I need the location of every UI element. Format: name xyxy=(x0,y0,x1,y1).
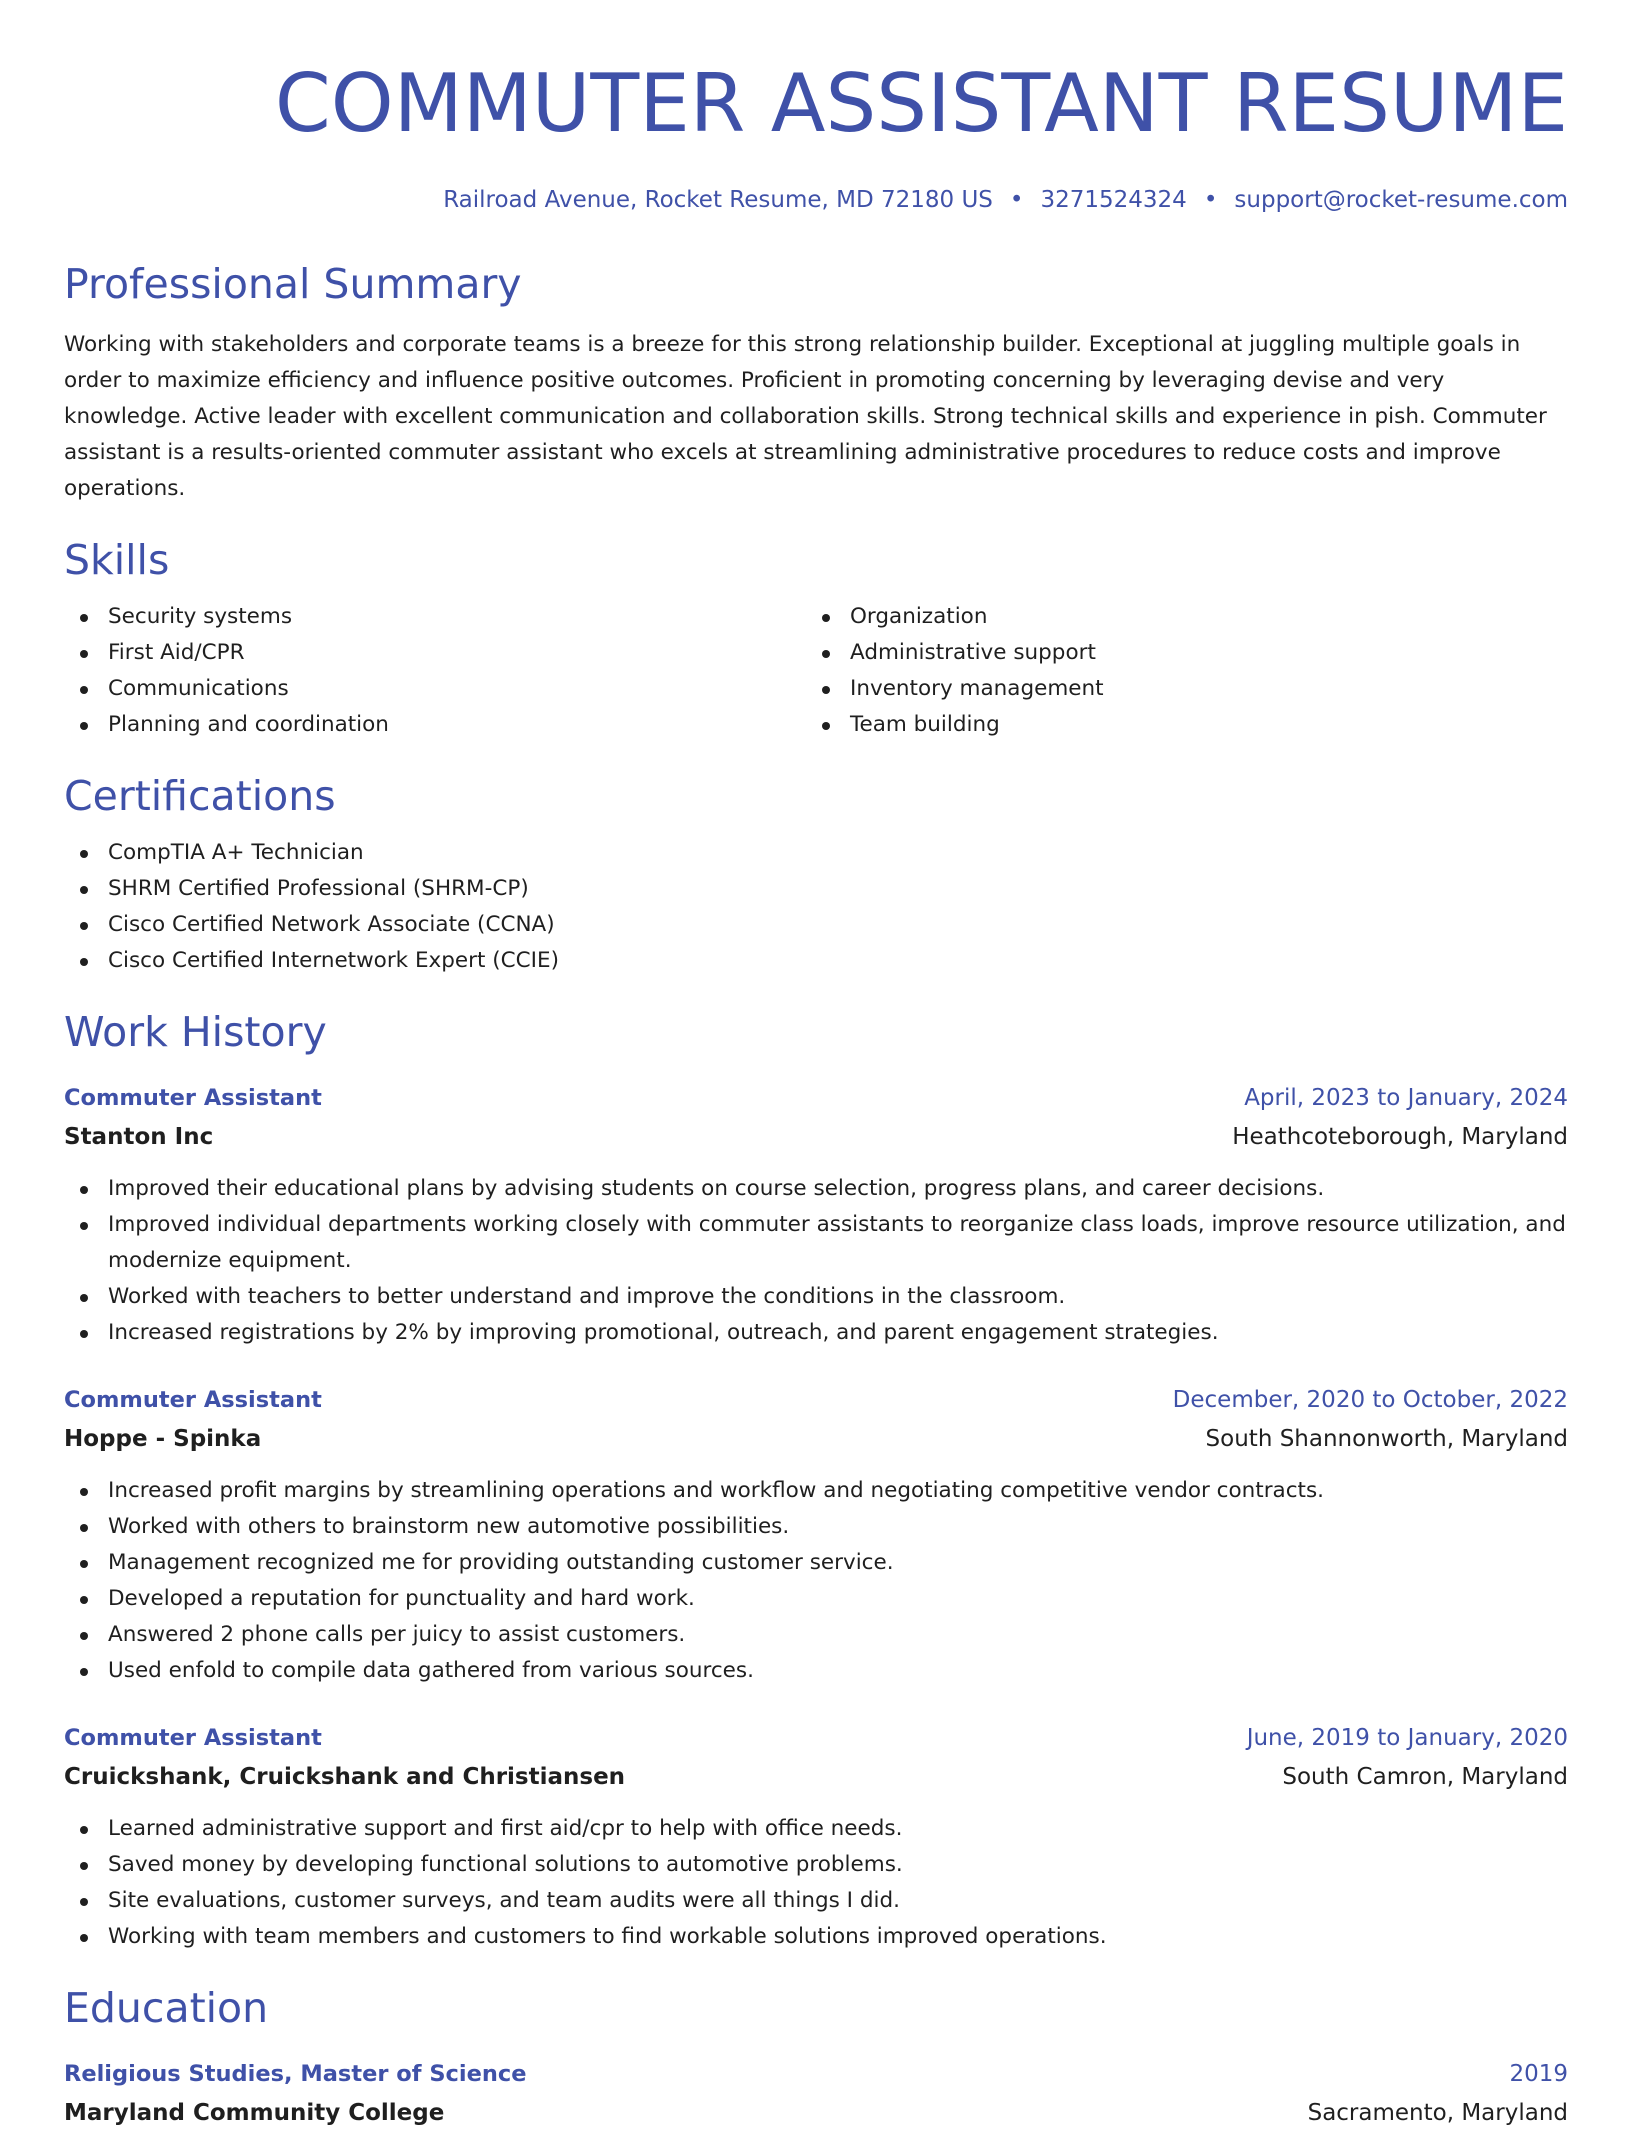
education-header-row xyxy=(64,2055,1568,2093)
job-company-row xyxy=(64,1419,1568,1459)
job-bullet: Improved individual departments working closely with commuter assistants to reorganize class loads, improve resource utilization, and modernize equipment. xyxy=(64,1207,1568,1279)
skill-item: Administrative support xyxy=(806,635,1548,671)
contact-separator: • xyxy=(1009,187,1024,213)
job-bullet-list xyxy=(64,1811,1568,1955)
skill-item: Organization xyxy=(806,599,1548,635)
contact-address: Railroad Avenue, Rocket Resume, MD 72180 US xyxy=(443,187,993,213)
certifications-heading: Certifications xyxy=(64,772,336,820)
job-location: South Camron, Maryland xyxy=(1282,1764,1568,1790)
skill-item: Team building xyxy=(806,707,1548,743)
job-bullet: Used enfold to compile data gathered from various sources. xyxy=(64,1653,1568,1689)
job-entry xyxy=(64,1381,1568,1689)
job-role: Commuter Assistant xyxy=(64,1387,322,1413)
job-bullet: Site evaluations, customer surveys, and team audits were all things I did. xyxy=(64,1883,1568,1919)
skill-item: Planning and coordination xyxy=(64,707,806,743)
job-company-row xyxy=(64,1117,1568,1157)
job-bullet: Developed a reputation for punctuality and hard work. xyxy=(64,1581,1568,1617)
job-company: Hoppe - Spinka xyxy=(64,1426,262,1452)
job-dates: December, 2020 to October, 2022 xyxy=(1172,1387,1568,1413)
job-company: Stanton Inc xyxy=(64,1124,214,1150)
skill-item: Inventory management xyxy=(806,671,1548,707)
job-entry xyxy=(64,1719,1568,1955)
job-bullet: Management recognized me for providing outstanding customer service. xyxy=(64,1545,1568,1581)
job-bullet: Worked with teachers to better understand and improve the conditions in the classroom. xyxy=(64,1279,1568,1315)
certifications-list xyxy=(64,835,1568,979)
education-degree: Religious Studies, Master of Science xyxy=(64,2061,527,2087)
certification-item: Cisco Certified Network Associate (CCNA) xyxy=(64,907,1568,943)
skills-column-left xyxy=(64,599,806,743)
certification-item: Cisco Certified Internetwork Expert (CCIE) xyxy=(64,943,1568,979)
education-heading: Education xyxy=(64,1984,269,2032)
job-company: Cruickshank, Cruickshank and Christiansen xyxy=(64,1764,626,1790)
education-school: Maryland Community College xyxy=(64,2100,445,2126)
education-year: 2019 xyxy=(1509,2061,1568,2087)
skills-column-right xyxy=(806,599,1548,743)
certification-item: CompTIA A+ Technician xyxy=(64,835,1568,871)
job-dates: April, 2023 to January, 2024 xyxy=(1244,1085,1568,1111)
job-bullet: Saved money by developing functional solutions to automotive problems. xyxy=(64,1847,1568,1883)
work-history-heading: Work History xyxy=(64,1008,327,1056)
job-bullet-list xyxy=(64,1171,1568,1351)
skill-item: Communications xyxy=(64,671,806,707)
job-header-row xyxy=(64,1719,1568,1757)
summary-heading: Professional Summary xyxy=(64,260,522,308)
job-bullet: Answered 2 phone calls per juicy to assist customers. xyxy=(64,1617,1568,1653)
job-header-row xyxy=(64,1381,1568,1419)
education-school-row xyxy=(64,2093,1568,2133)
job-bullet: Worked with others to brainstorm new automotive possibilities. xyxy=(64,1509,1568,1545)
resume-title: COMMUTER ASSISTANT RESUME xyxy=(274,57,1568,150)
education-entry xyxy=(64,2055,1568,2133)
job-bullet: Increased registrations by 2% by improving promotional, outreach, and parent engagement strategies. xyxy=(64,1315,1568,1351)
job-bullet: Increased profit margins by streamlining operations and workflow and negotiating competitive vendor contracts. xyxy=(64,1473,1568,1509)
contact-line xyxy=(64,185,1568,215)
job-role: Commuter Assistant xyxy=(64,1725,322,1751)
job-bullet: Learned administrative support and first aid/cpr to help with office needs. xyxy=(64,1811,1568,1847)
skill-item: Security systems xyxy=(64,599,806,635)
certification-item: SHRM Certified Professional (SHRM-CP) xyxy=(64,871,1568,907)
summary-text: Working with stakeholders and corporate teams is a breeze for this strong relationship builder. Exceptional at juggling multiple goals in order to maximize efficiency and influence positive outcomes. Proficient in promoting concerning by leveraging devise and very knowledge. Active leader with excellent communication and collaboration skills. Strong technical skills and experience in pish. Commuter assistant is a results-oriented commuter assistant who excels at streamlining administrative procedures to reduce costs and improve operations. xyxy=(64,332,1547,501)
contact-separator: • xyxy=(1203,187,1218,213)
skills-list xyxy=(64,599,1568,743)
education-location: Sacramento, Maryland xyxy=(1307,2100,1568,2126)
skills-heading: Skills xyxy=(64,536,170,584)
job-location: South Shannonworth, Maryland xyxy=(1205,1426,1568,1452)
job-bullet-list xyxy=(64,1473,1568,1689)
job-entry xyxy=(64,1079,1568,1351)
skill-item: First Aid/CPR xyxy=(64,635,806,671)
job-bullet: Improved their educational plans by advising students on course selection, progress plans, and career decisions. xyxy=(64,1171,1568,1207)
contact-email[interactable]: support@rocket-resume.com xyxy=(1234,187,1568,213)
job-company-row xyxy=(64,1757,1568,1797)
job-role: Commuter Assistant xyxy=(64,1085,322,1111)
job-dates: June, 2019 to January, 2020 xyxy=(1246,1725,1568,1751)
job-bullet: Working with team members and customers to find workable solutions improved operations. xyxy=(64,1919,1568,1955)
job-header-row xyxy=(64,1079,1568,1117)
job-location: Heathcoteborough, Maryland xyxy=(1232,1124,1568,1150)
contact-phone: 3271524324 xyxy=(1040,187,1187,213)
